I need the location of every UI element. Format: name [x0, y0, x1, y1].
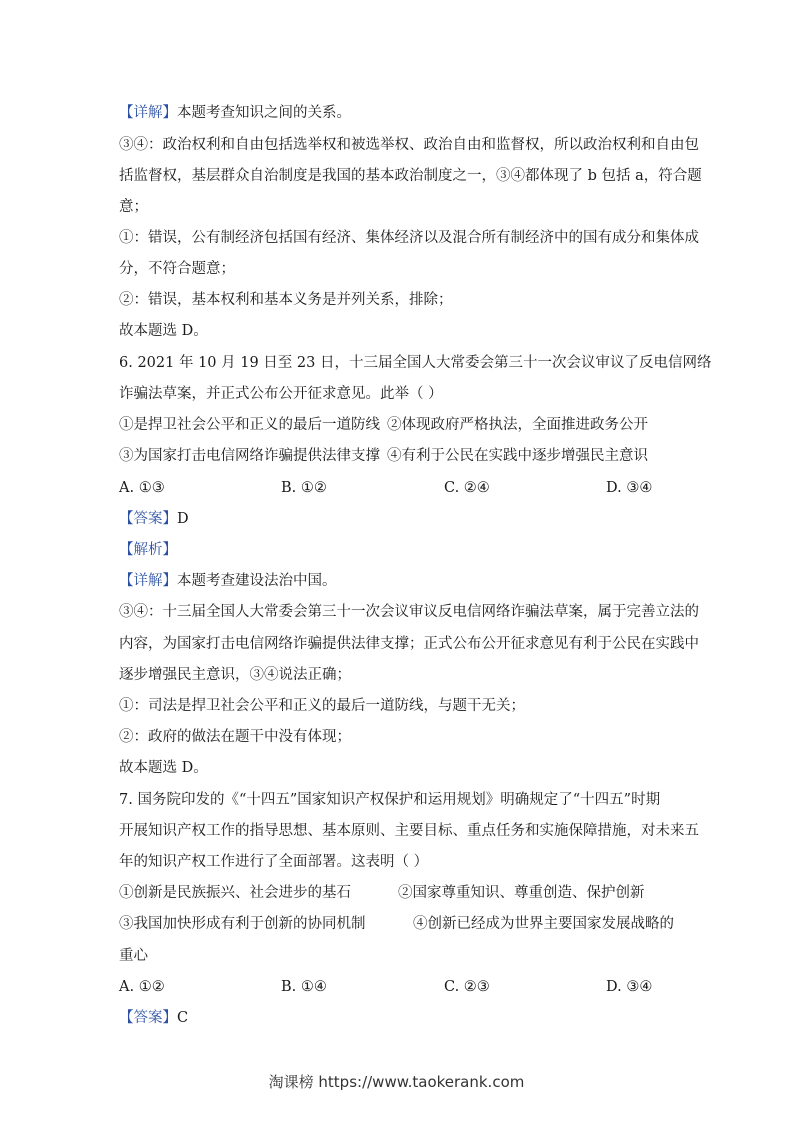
explanation-line: ①：司法是捍卫社会公平和正义的最后一道防线，与题干无关； — [119, 698, 525, 714]
answer-tag: 【答案】 — [119, 1010, 177, 1026]
option-d: D. ③④ — [606, 979, 653, 995]
statement-2: ②体现政府严格执法，全面推进政务公开 — [387, 417, 648, 433]
answer-tag: 【答案】 — [119, 511, 177, 527]
statement-3: ③为国家打击电信网络诈骗提供法律支撑 — [119, 448, 380, 464]
answer-value: C — [177, 1010, 189, 1026]
conclusion-line: 故本题选 D。 — [119, 323, 208, 339]
explanation-line: ②：政府的做法在题干中没有体现； — [119, 729, 351, 745]
question-7-stem: 7. 国务院印发的《“十四五”国家知识产权保护和运用规划》明确规定了“十四五”时期 — [119, 792, 661, 808]
statement-4-continued: 重心 — [119, 948, 148, 964]
statement-3: ③我国加快形成有利于创新的协同机制 — [119, 916, 366, 932]
statement-1: ①创新是民族振兴、社会进步的基石 — [119, 885, 351, 901]
question-6-stem: 诈骗法草案，并正式公布公开征求意见。此举（ ） — [119, 386, 443, 402]
answer-line — [119, 509, 189, 529]
conclusion-line: 故本题选 D。 — [119, 760, 208, 776]
answer-value: D — [177, 511, 189, 527]
explanation-line: ③④：政治权利和自由包括选举权和被选举权、政治自由和监督权，所以政治权利和自由包 — [119, 137, 699, 153]
statement-2: ②国家尊重知识、尊重创造、保护创新 — [398, 885, 645, 901]
detail-line — [119, 103, 351, 123]
option-a: A. ①② — [119, 979, 165, 995]
explanation-line: ①：错误，公有制经济包括国有经济、集体经济以及混合所有制经济中的国有成分和集体成 — [119, 230, 699, 246]
option-a: A. ①③ — [119, 480, 165, 496]
detail-text: 本题考查建设法治中国。 — [177, 573, 337, 589]
explanation-line: ②：错误，基本权利和基本义务是并列关系，排除； — [119, 292, 453, 308]
footer-watermark[interactable]: 淘课榜 https://www.taokerank.com — [268, 1073, 525, 1091]
option-b: B. ①② — [281, 480, 327, 496]
question-6-stem: 6. 2021 年 10 月 19 日至 23 日，十三届全国人大常委会第三十一次会议审议了反电信网络 — [119, 355, 712, 371]
detail-tag: 【详解】 — [119, 105, 177, 121]
analysis-tag: 【解析】 — [119, 542, 177, 558]
explanation-line: 逐步增强民主意识，③④说法正确； — [119, 667, 351, 683]
question-7-stem: 年的知识产权工作进行了全面部署。这表明（ ） — [119, 854, 429, 870]
option-b: B. ①④ — [281, 979, 327, 995]
statement-1: ①是捍卫社会公平和正义的最后一道防线 — [119, 417, 380, 433]
option-c: C. ②③ — [444, 979, 490, 995]
explanation-line: ③④：十三届全国人大常委会第三十一次会议审议反电信网络诈骗法草案，属于完善立法的 — [119, 604, 699, 620]
option-c: C. ②④ — [444, 480, 490, 496]
answer-line — [119, 1008, 188, 1028]
explanation-line: 意； — [119, 199, 148, 215]
explanation-line: 内容，为国家打击电信网络诈骗提供法律支撑；正式公布公开征求意见有利于公民在实践中 — [119, 636, 699, 652]
statement-4: ④创新已经成为世界主要国家发展战略的 — [413, 916, 674, 932]
explanation-line: 括监督权，基层群众自治制度是我国的基本政治制度之一，③④都体现了 b 包括 a，符合题 — [119, 168, 702, 184]
statement-4: ④有利于公民在实践中逐步增强民主意识 — [387, 448, 648, 464]
detail-tag: 【详解】 — [119, 573, 177, 589]
question-7-stem: 开展知识产权工作的指导思想、基本原则、主要目标、重点任务和实施保障措施，对未来五 — [119, 823, 699, 839]
detail-line — [119, 571, 337, 591]
detail-text: 本题考查知识之间的关系。 — [177, 105, 351, 121]
option-d: D. ③④ — [606, 480, 653, 496]
explanation-line: 分，不符合题意； — [119, 261, 235, 277]
